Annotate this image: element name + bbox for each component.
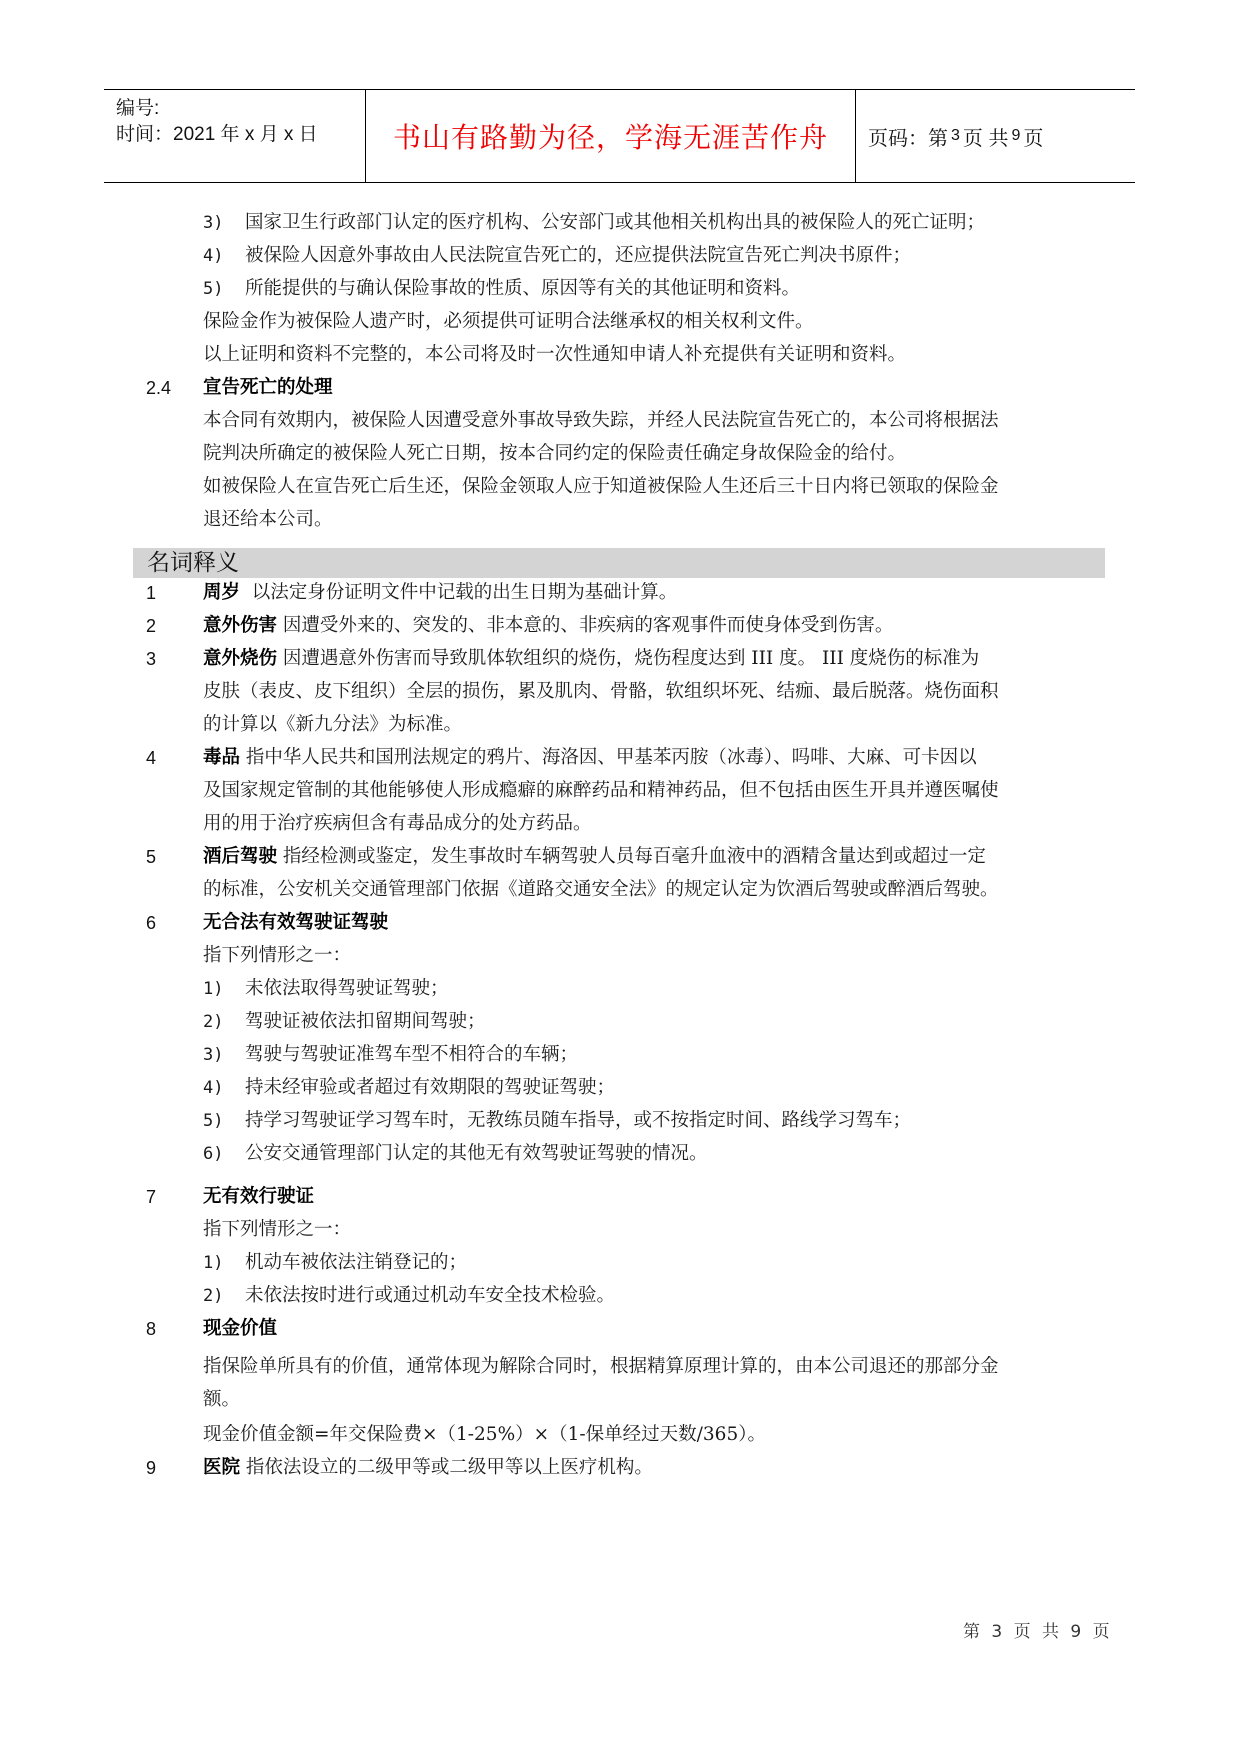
definition-number: 3	[146, 649, 157, 669]
page-current: 3	[951, 127, 960, 144]
definition-number: 8	[146, 1319, 157, 1339]
definition-line: 额。	[203, 1389, 241, 1410]
definition-item: 意外伤害 因遭受外来的、突发的、非本意的、非疾病的客观事件而使身体受到伤害。	[203, 615, 894, 636]
definition-item: 周岁 以法定身份证明文件中记载的出生日期为基础计算。	[203, 582, 678, 603]
paragraph: 以上证明和资料不完整的，本公司将及时一次性通知申请人补充提供有关证明和资料。	[203, 344, 907, 365]
page-header	[104, 89, 1135, 183]
list-item: 4) 被保险人因意外事故由人民法院宣告死亡的，还应提供法院宣告死亡判决书原件；	[203, 245, 912, 266]
definition-item: 毒品 指中华人民共和国刑法规定的鸦片、海洛因、甲基苯丙胺（冰毒）、吗啡、大麻、可卡因以	[203, 747, 977, 768]
definition-item: 酒后驾驶 指经检测或鉴定，发生事故时车辆驾驶人员每百毫升血液中的酒精含量达到或超过一定	[203, 846, 986, 867]
definition-item: 医院 指依法设立的二级甲等或二级甲等以上医疗机构。	[203, 1457, 653, 1478]
definition-term: 意外烧伤	[203, 648, 278, 669]
list-item: 2) 未依法按时进行或通过机动车安全技术检验。	[203, 1285, 616, 1306]
paragraph-line: 院判决所确定的被保险人死亡日期，按本合同约定的保险责任确定身故保险金的给付。	[203, 443, 907, 464]
definition-number: 4	[146, 748, 157, 768]
definition-intro: 指下列情形之一：	[203, 1219, 352, 1240]
definition-term: 毒品	[203, 747, 241, 768]
list-item: 2) 驾驶证被依法扣留期间驾驶；	[203, 1011, 486, 1032]
page-total: 9	[1011, 127, 1021, 144]
definition-number: 7	[146, 1187, 157, 1207]
definition-term: 无有效行驶证	[203, 1186, 315, 1207]
definition-term: 周岁	[203, 582, 241, 603]
list-item: 6) 公安交通管理部门认定的其他无有效驾驶证驾驶的情况。	[203, 1143, 708, 1164]
definition-line: 的计算以《新九分法》为标准。	[203, 714, 463, 735]
definition-line: 及国家规定管制的其他能够使人形成瘾癖的麻醉药品和精神药品，但不包括由医生开具并遵医嘱使	[203, 780, 999, 801]
page-mid: 页 共	[962, 127, 1009, 150]
list-item: 3) 驾驶与驾驶证准驾车型不相符合的车辆；	[203, 1044, 579, 1065]
definitions-heading: 名词释义	[147, 550, 239, 576]
definition-item: 意外烧伤 因遭遇意外伤害而导致肌体软组织的烧伤，烧伤程度达到 III 度。 III 度烧伤的标准为	[203, 648, 980, 669]
header-motto-cell	[366, 90, 856, 182]
definition-number: 6	[146, 913, 157, 933]
definition-term: 医院	[203, 1457, 241, 1478]
definition-line: 的标准，公安机关交通管理部门依据《道路交通安全法》的规定认定为饮酒后驾驶或醉酒后驾驶。	[203, 879, 999, 900]
paragraph-line: 退还给本公司。	[203, 509, 333, 530]
definition-line: 皮肤（表皮、皮下组织）全层的损伤，累及肌肉、骨骼，软组织坏死、结痂、最后脱落。烧伤面积	[203, 681, 999, 702]
definition-term: 现金价值	[203, 1318, 278, 1339]
list-item: 3) 国家卫生行政部门认定的医疗机构、公安部门或其他相关机构出具的被保险人的死亡证明；	[203, 212, 986, 233]
definition-term: 酒后驾驶	[203, 846, 278, 867]
serial-label: 编号:	[116, 98, 160, 119]
definition-number: 9	[146, 1458, 157, 1478]
paragraph-line: 如被保险人在宣告死亡后生还，保险金领取人应于知道被保险人生还后三十日内将已领取的保险金	[203, 476, 999, 497]
definition-intro: 指下列情形之一：	[203, 945, 352, 966]
definition-line: 用的用于治疗疾病但含有毒品成分的处方药品。	[203, 813, 592, 834]
list-item: 5) 持学习驾驶证学习驾车时，无教练员随车指导，或不按指定时间、路线学习驾车；	[203, 1110, 912, 1131]
paragraph-line: 本合同有效期内，被保险人因遭受意外事故导致失踪，并经人民法院宣告死亡的，本公司将根据法	[203, 410, 999, 431]
definition-term: 无合法有效驾驶证驾驶	[203, 912, 389, 933]
list-item: 4) 持未经审验或者超过有效期限的驾驶证驾驶；	[203, 1077, 616, 1098]
definition-number: 5	[146, 847, 157, 867]
section-title: 宣告死亡的处理	[203, 377, 333, 398]
list-item: 1) 机动车被依法注销登记的；	[203, 1252, 468, 1273]
definition-term: 意外伤害	[203, 615, 278, 636]
list-item: 5) 所能提供的与确认保险事故的性质、原因等有关的其他证明和资料。	[203, 278, 801, 299]
header-page-cell	[856, 90, 1135, 182]
page-suffix: 页	[1023, 127, 1044, 150]
definition-line: 指保险单所具有的价值，通常体现为解除合同时，根据精算原理计算的，由本公司退还的那部分金	[203, 1356, 999, 1377]
definition-line: 现金价值金额=年交保险费×（1-25%）×（1-保单经过天数/365）。	[203, 1424, 766, 1445]
page-footer: 第 3 页 共 9 页	[963, 1622, 1110, 1642]
definition-number: 1	[146, 583, 157, 603]
page-prefix: 页码：第	[868, 127, 948, 150]
time-label: 时间：2021 年 x 月 x 日	[116, 124, 318, 145]
section-number: 2.4	[146, 378, 172, 398]
motto-text: 书山有路勤为径，学海无涯苦作舟	[392, 121, 828, 154]
definitions-heading-bar	[133, 548, 1105, 578]
list-item: 1) 未依法取得驾驶证驾驶；	[203, 978, 449, 999]
header-meta-cell	[104, 90, 366, 182]
paragraph: 保险金作为被保险人遗产时，必须提供可证明合法继承权的相关权利文件。	[203, 311, 814, 332]
definition-number: 2	[146, 616, 157, 636]
